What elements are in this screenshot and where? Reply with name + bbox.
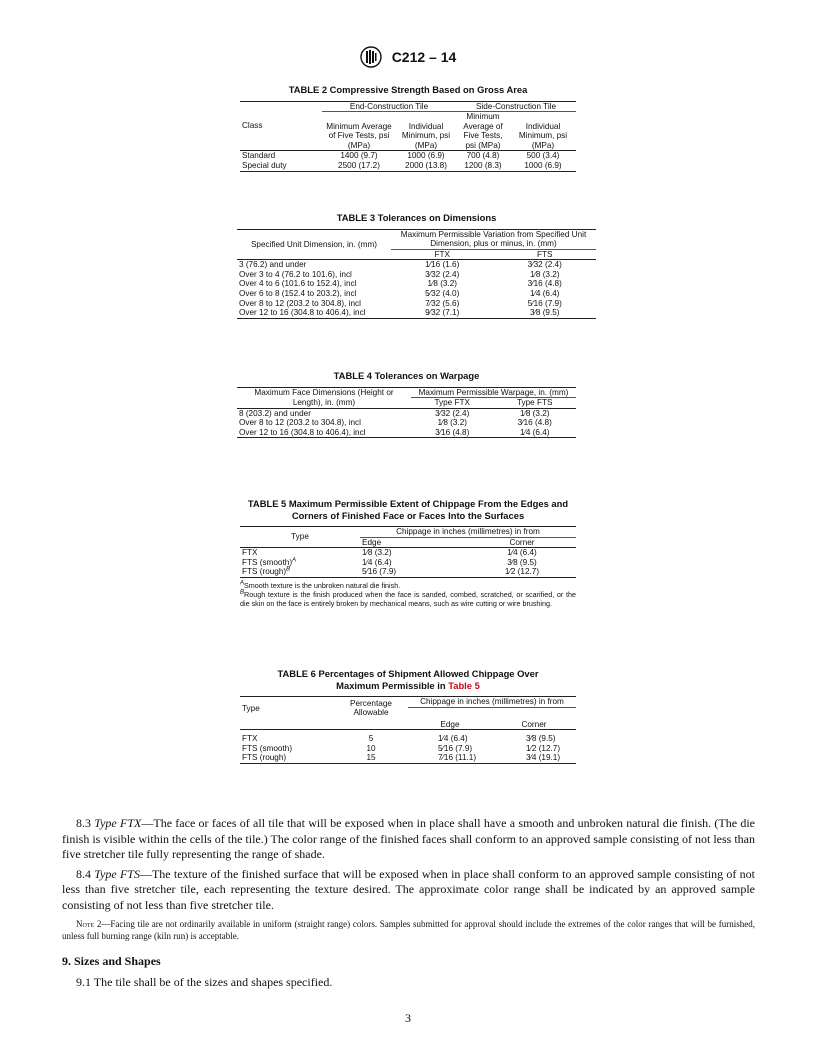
col-chippage: Chippage in inches (millimetres) in from: [408, 697, 576, 708]
table-row: Special duty 2500 (17.2) 2000 (13.8) 1200 (8.3) 1000 (6.9): [240, 161, 576, 171]
col-ftx: FTX: [391, 249, 494, 260]
table-row: Over 3 to 4 (76.2 to 101.6), incl 3⁄32 (2.4) 1⁄8 (3.2): [239, 269, 560, 279]
col-class: Class: [240, 101, 322, 151]
table-4: [237, 370, 576, 438]
table-row: Over 12 to 16 (304.8 to 406.4), incl 9⁄32 (7.1) 3⁄8 (9.5): [237, 308, 596, 318]
table-2: [240, 84, 576, 172]
col-corner: Corner: [521, 719, 547, 729]
table-row: FTX 1⁄8 (3.2) 1⁄4 (6.4): [242, 548, 537, 558]
table-row: 3 (76.2) and under 1⁄16 (1.6) 3⁄32 (2.4): [239, 260, 562, 270]
col-type-fts: Type FTS: [493, 398, 576, 409]
group-side-construction: Side-Construction Tile: [456, 101, 576, 112]
document-designation: C212 – 14: [391, 49, 457, 65]
table-row: FTS (rough) 15 7⁄16 (11.1) 3⁄4 (19.1): [240, 753, 576, 763]
table-5-footnote-b: $^B$Rough texture is the finish produced when the face is sanded, combed, scratched, or scarified, or the die skin on the face is entirely broken by mechanical means, such as wire cutting or wire brushing.: [240, 589, 576, 608]
note-2: Note 2—Facing tile are not ordinarily available in uniform (straight range) colors. Samples submitted for approval should include the extremes of the color ranges that will be furnished, unless full burning range (kiln run) is acceptable.: [62, 918, 755, 941]
col-edge: Edge: [360, 537, 468, 548]
col-edge: Edge: [440, 719, 460, 729]
paragraph-9-1: 9.1 The tile shall be of the sizes and shapes specified.: [76, 975, 333, 990]
col-dimension: Maximum Face Dimensions (Height or Length), in. (mm): [237, 387, 411, 408]
table-row: Over 8 to 12 (203.2 to 304.8), incl 7⁄32 (5.6) 5⁄16 (7.9): [239, 298, 562, 308]
astm-logo-icon: [360, 46, 382, 68]
table-3: [237, 212, 596, 319]
col-variation: Maximum Permissible Variation from Specified Unit Dimension, plus or minus, in. (mm): [391, 229, 596, 249]
paragraph-8-3: 8.3 Type FTX—The face or faces of all tile that will be exposed when in place shall have a smooth and unbroken natural die finish. (The die finish is visible within the cells of the tile.) The color range of the finished faces shall conform to an approved sample consisting of not less than five stretcher tile fully representing the range of shade.: [62, 816, 756, 862]
table-row: 8 (203.2) and under 3⁄32 (2.4) 1⁄8 (3.2): [239, 408, 550, 418]
col-header: Minimum Average of Five Tests, psi (MPa): [322, 112, 396, 151]
table-row: FTS (smooth) 10 5⁄16 (7.9) 1⁄2 (12.7): [242, 743, 561, 753]
table-row: FTX 5 1⁄4 (6.4) 3⁄8 (9.5): [242, 734, 556, 744]
table-6: [240, 668, 576, 764]
col-type: Type: [242, 703, 260, 713]
page-header: [0, 46, 816, 68]
paragraph-8-4: 8.4 Type FTS—The texture of the finished surface that will be exposed when in place shall conform to an approved sample consisting of not less than five stretcher tile, each representing the texture desired. The approximate color range shall be indicated by an approved sample consisting of not less than five stretcher tile.: [62, 866, 755, 912]
table-row: Over 8 to 12 (203.2 to 304.8), incl 1⁄8 (3.2) 3⁄16 (4.8): [239, 418, 552, 428]
table-row: FTS (smooth)$^A$ 1⁄4 (6.4) 3⁄8 (9.5): [242, 557, 537, 567]
table-5-footnote-a: $^A$Smooth texture is the unbroken natural die finish.: [240, 580, 401, 590]
table-2-caption: TABLE 2 Compressive Strength Based on Gross Area: [288, 84, 528, 95]
table-4-caption: TABLE 4 Tolerances on Warpage: [333, 370, 480, 381]
col-fts: FTS: [494, 249, 597, 260]
table-5-caption: TABLE 5 Maximum Permissible Extent of Chippage From the Edges and Corners of Finished Face or Faces Into the Surfaces: [247, 498, 569, 521]
group-end-construction: End-Construction Tile: [322, 101, 456, 112]
table-row: Over 6 to 8 (152.4 to 203.2), incl 5⁄32 (4.0) 1⁄4 (6.4): [239, 289, 560, 299]
col-dimension: Specified Unit Dimension, in. (mm): [237, 229, 391, 260]
page-number: 3: [405, 1011, 411, 1025]
col-header: Individual Minimum, psi (MPa): [510, 112, 576, 151]
col-header: Individual Minimum, psi (MPa): [396, 112, 456, 151]
table-5: [240, 498, 576, 608]
col-chippage: Chippage in inches (millimetres) in from: [360, 527, 576, 538]
table-6-caption: TABLE 6 Percentages of Shipment Allowed Chippage Over Maximum Permissible in Table 5: [277, 668, 539, 691]
table-row: Standard 1400 (9.7) 1000 (6.9) 700 (4.8) 500 (3.4): [242, 151, 560, 161]
table-row: Over 12 to 16 (304.8 to 406.4), incl 3⁄16 (4.8) 1⁄4 (6.4): [237, 428, 576, 438]
col-corner: Corner: [468, 537, 576, 548]
col-percentage: Percentage Allowable: [350, 698, 392, 718]
section-9-title: 9. Sizes and Shapes: [62, 953, 161, 968]
body-text: [62, 816, 755, 995]
table-5-link[interactable]: Table 5: [448, 679, 480, 691]
table-3-caption: TABLE 3 Tolerances on Dimensions: [336, 212, 497, 223]
table-row: Over 4 to 6 (101.6 to 152.4), incl 1⁄8 (3.2) 3⁄16 (4.8): [239, 279, 562, 289]
col-header: Minimum Average of Five Tests, psi (MPa): [456, 112, 510, 151]
col-type: Type: [240, 527, 360, 548]
col-warpage: Maximum Permissible Warpage, in. (mm): [411, 387, 576, 398]
table-row: FTS (rough)$^B$ 5⁄16 (7.9) 1⁄2 (12.7): [240, 567, 576, 577]
col-type-ftx: Type FTX: [411, 398, 493, 409]
